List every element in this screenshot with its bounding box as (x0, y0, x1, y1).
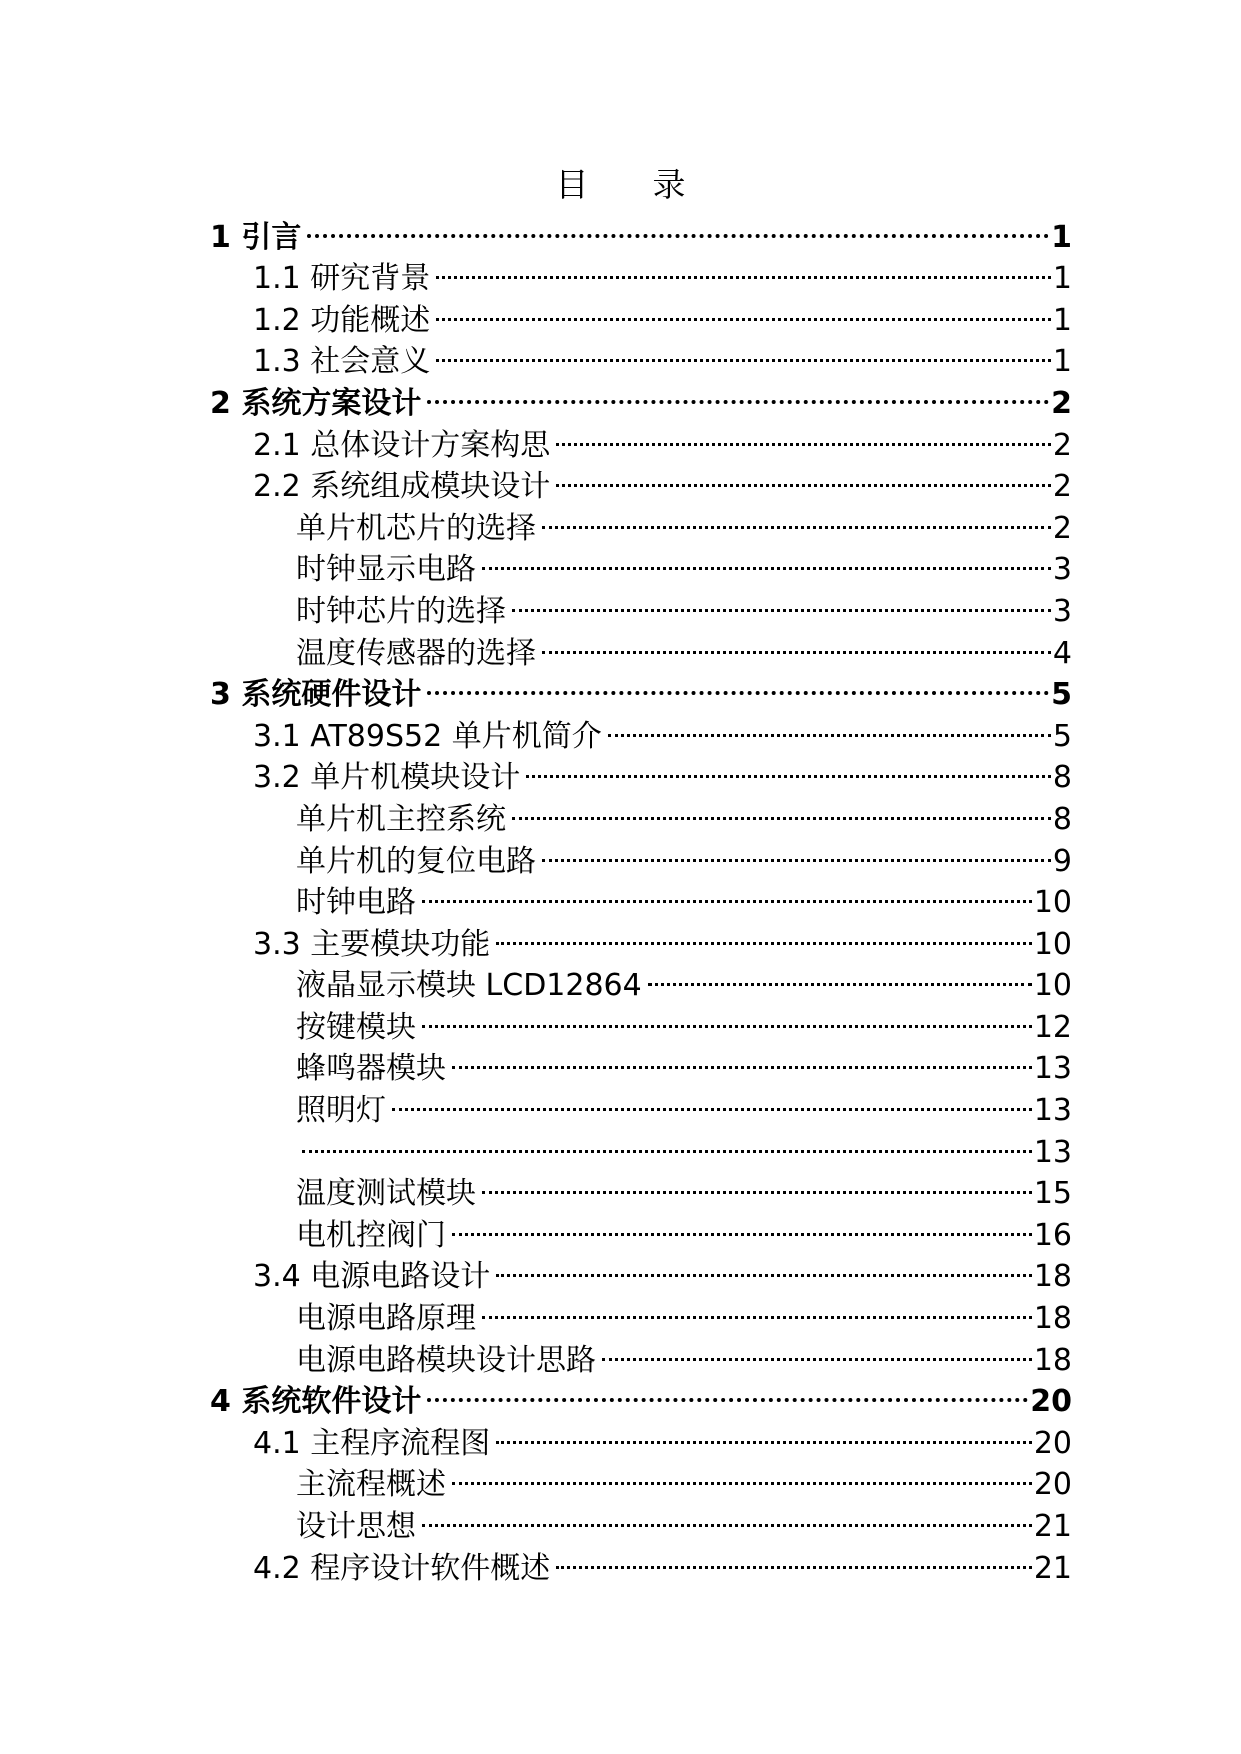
toc-dot-leader (422, 995, 1032, 1037)
toc-dot-leader (496, 1411, 1032, 1453)
toc-dot-leader (556, 1536, 1032, 1578)
toc-entry[interactable] (0, 1120, 1072, 1170)
toc-dot-leader (526, 746, 1051, 788)
toc-entry-title: 2.1 总体设计方案构思 (253, 427, 551, 463)
toc-dot-leader (427, 371, 1049, 413)
toc-dot-leader (436, 288, 1051, 330)
toc-entry[interactable] (0, 579, 1072, 629)
toc-page-number: 18 (1033, 1259, 1072, 1295)
toc-dot-leader (512, 787, 1051, 829)
toc-page-number: 2 (1052, 510, 1072, 546)
toc-entry[interactable] (0, 1286, 1072, 1337)
toc-entry-title: 温度测试模块 (296, 1176, 476, 1212)
toc-entry-title: 时钟芯片的选择 (296, 593, 506, 629)
toc-entry[interactable] (0, 1245, 1072, 1295)
toc-page-number: 2 (1052, 427, 1072, 463)
toc-entry-title: 电机控阀门 (296, 1217, 446, 1253)
toc-dot-leader (542, 496, 1051, 538)
toc-entry-title: 时钟显示电路 (296, 552, 476, 588)
toc-dot-leader (392, 1078, 1032, 1120)
toc-dot-leader (302, 1120, 1032, 1162)
toc-page-number: 8 (1052, 760, 1072, 796)
toc-entry-title: 温度传感器的选择 (296, 635, 536, 671)
toc-dot-leader (452, 1203, 1032, 1245)
toc-page-number: 9 (1052, 843, 1072, 879)
toc-entry[interactable] (0, 621, 1072, 671)
toc-entry[interactable] (0, 912, 1072, 962)
toc-entry[interactable] (0, 1370, 1072, 1420)
toc-dot-leader (436, 330, 1051, 372)
toc-page-number: 10 (1033, 926, 1072, 962)
toc-entry-title: 3.1 AT89S52 单片机简介 (253, 718, 602, 754)
toc-entry[interactable] (0, 330, 1072, 380)
toc-entry[interactable] (0, 455, 1072, 505)
toc-entry[interactable] (0, 1328, 1072, 1378)
table-of-contents (0, 205, 1241, 1586)
toc-page-number: 3 (1052, 593, 1072, 629)
toc-page-number: 20 (1033, 1425, 1072, 1461)
toc-entry-title: 4 系统软件设计 (210, 1384, 422, 1420)
toc-entry[interactable] (0, 871, 1072, 921)
toc-entry-title: 1.2 功能概述 (253, 302, 431, 338)
page-title: 目录 (555, 165, 750, 204)
toc-entry[interactable] (0, 1453, 1072, 1503)
toc-dot-leader (496, 1245, 1032, 1287)
toc-entry-title: 1 引言 (210, 219, 302, 255)
toc-entry[interactable] (0, 371, 1072, 421)
toc-entry-title: 3 系统硬件设计 (210, 677, 422, 713)
toc-entry-title: 4.2 程序设计软件概述 (253, 1550, 551, 1586)
toc-dot-leader (602, 1328, 1032, 1370)
toc-page-number: 1 (1052, 261, 1072, 297)
toc-entry-title: 3.2 单片机模块设计 (253, 760, 521, 796)
toc-dot-leader (482, 1162, 1032, 1204)
toc-entry[interactable] (0, 538, 1072, 588)
toc-dot-leader (556, 455, 1051, 497)
toc-entry[interactable] (0, 954, 1072, 1004)
toc-dot-leader (542, 829, 1051, 871)
toc-page-number: 13 (1033, 1051, 1072, 1087)
toc-page-number: 2 (1052, 469, 1072, 505)
toc-dot-leader (648, 954, 1032, 996)
toc-entry-title: 时钟电路 (296, 885, 416, 921)
toc-dot-leader (608, 704, 1051, 746)
toc-entry[interactable] (0, 1411, 1072, 1461)
toc-entry[interactable] (0, 1162, 1072, 1212)
toc-page-number: 13 (1033, 1134, 1072, 1170)
toc-page-number: 1 (1051, 219, 1072, 255)
toc-entry-title: 电源电路原理 (296, 1301, 476, 1337)
toc-page-number: 20 (1030, 1384, 1072, 1420)
toc-dot-leader (427, 1370, 1028, 1412)
toc-page-number: 18 (1033, 1301, 1072, 1337)
toc-entry-title: 按键模块 (296, 1009, 416, 1045)
toc-page-number: 3 (1052, 552, 1072, 588)
toc-dot-leader (496, 912, 1032, 954)
toc-dot-leader (436, 247, 1051, 289)
toc-entry[interactable] (0, 663, 1072, 713)
toc-entry-title: 4.1 主程序流程图 (253, 1425, 491, 1461)
toc-page-number: 4 (1052, 635, 1072, 671)
toc-page-number: 10 (1033, 968, 1072, 1004)
toc-entry-title: 2 系统方案设计 (210, 385, 422, 421)
toc-entry-title: 设计思想 (296, 1509, 416, 1544)
toc-entry-title: 3.3 主要模块功能 (253, 926, 491, 962)
toc-entry[interactable] (0, 1037, 1072, 1087)
toc-entry[interactable] (0, 413, 1072, 463)
toc-entry[interactable] (0, 829, 1072, 879)
toc-page-number: 21 (1033, 1509, 1072, 1544)
toc-page-number: 13 (1033, 1093, 1072, 1129)
toc-page-number: 5 (1051, 677, 1072, 713)
toc-entry[interactable] (0, 704, 1072, 754)
toc-entry[interactable] (0, 205, 1072, 255)
toc-page-number: 2 (1051, 385, 1072, 421)
toc-page-number: 5 (1052, 718, 1072, 754)
toc-page-number: 10 (1033, 885, 1072, 921)
toc-page-number: 18 (1033, 1342, 1072, 1378)
toc-entry[interactable] (0, 1536, 1072, 1586)
toc-dot-leader (452, 1037, 1032, 1079)
toc-entry[interactable] (0, 746, 1072, 796)
toc-entry-title: 蜂鸣器模块 (296, 1051, 446, 1087)
toc-page-number: 1 (1052, 302, 1072, 338)
toc-entry-title: 单片机的复位电路 (296, 843, 536, 879)
toc-page-number: 21 (1033, 1550, 1072, 1586)
toc-entry[interactable] (0, 1203, 1072, 1253)
toc-entry[interactable] (0, 787, 1072, 837)
toc-entry-title: 单片机主控系统 (296, 801, 506, 837)
toc-dot-leader (452, 1453, 1032, 1495)
toc-dot-leader (482, 1286, 1032, 1328)
toc-page-number: 12 (1033, 1009, 1072, 1045)
toc-dot-leader (307, 205, 1049, 247)
toc-dot-leader (512, 579, 1051, 621)
toc-entry[interactable] (0, 496, 1072, 546)
toc-entry-title: 1.1 研究背景 (253, 261, 431, 297)
toc-dot-leader (556, 413, 1051, 455)
toc-entry-title: 3.4 电源电路设计 (253, 1259, 491, 1295)
toc-dot-leader (542, 621, 1051, 663)
toc-entry-title: 电源电路模块设计思路 (296, 1342, 596, 1378)
toc-dot-leader (422, 871, 1032, 913)
toc-entry-title: 照明灯 (296, 1093, 386, 1129)
toc-entry[interactable] (0, 288, 1072, 338)
toc-entry[interactable] (0, 995, 1072, 1045)
toc-entry[interactable] (0, 1078, 1072, 1129)
toc-entry-title: 单片机芯片的选择 (296, 510, 536, 546)
toc-page-number: 20 (1033, 1467, 1072, 1503)
toc-page-number: 16 (1033, 1217, 1072, 1253)
toc-dot-leader (427, 663, 1049, 705)
toc-entry-title: 液晶显示模块 LCD12864 (296, 968, 642, 1004)
toc-dot-leader (482, 538, 1051, 580)
toc-entry[interactable] (0, 1494, 1072, 1544)
toc-page-number: 1 (1052, 344, 1072, 380)
toc-entry-title: 主流程概述 (296, 1467, 446, 1503)
toc-entry[interactable] (0, 247, 1072, 297)
toc-dot-leader (422, 1494, 1032, 1536)
toc-page-number: 15 (1033, 1176, 1072, 1212)
toc-entry-title: 1.3 社会意义 (253, 344, 431, 380)
toc-page-number: 8 (1052, 801, 1072, 837)
toc-entry-title: 2.2 系统组成模块设计 (253, 469, 551, 505)
